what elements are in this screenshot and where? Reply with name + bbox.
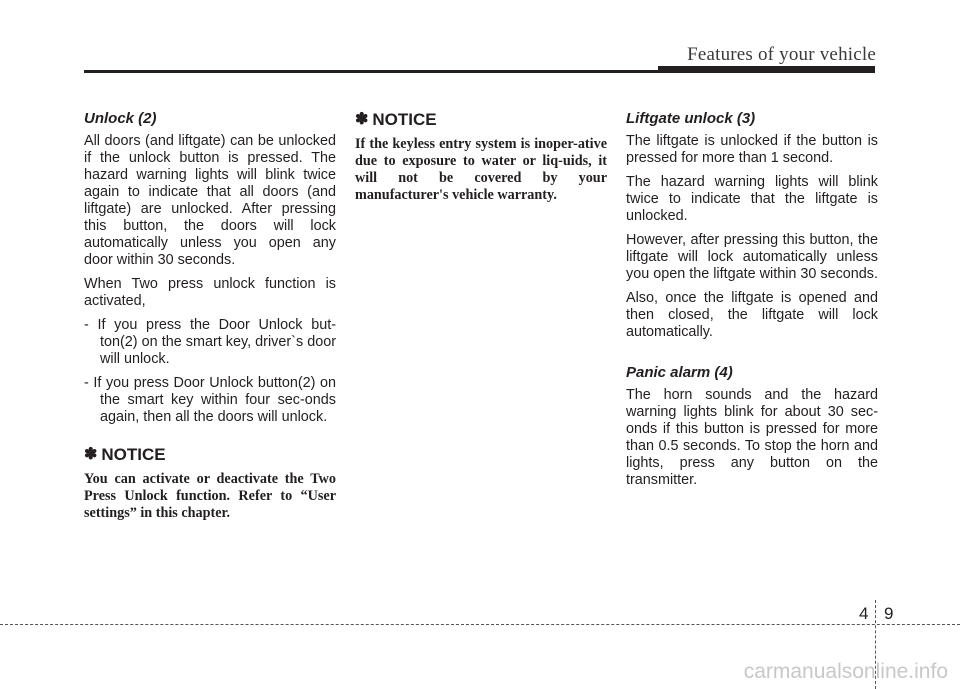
header-rule-accent xyxy=(658,66,875,73)
panic-alarm-para: The horn sounds and the hazard warning lights blink for about 30 sec-onds if this button is pressed for more than 0.5 seconds. To stop the horn and lights, press any button on the transmitter. xyxy=(626,387,878,488)
notice-heading xyxy=(84,445,336,465)
page-number: 9 xyxy=(884,604,894,623)
liftgate-unlock-heading: Liftgate unlock (3) xyxy=(626,110,756,127)
two-press-bullet-1: - If you press the Door Unlock but-ton(2) on the smart key, driver`s door will unlock. xyxy=(84,317,336,367)
unlock-heading: Unlock (2) xyxy=(84,110,157,127)
column-left xyxy=(84,110,336,522)
column-middle xyxy=(355,110,607,204)
notice-asterisk-icon: ✽ xyxy=(84,446,98,463)
liftgate-para-4: Also, once the liftgate is opened and then closed, the liftgate will lock automatically. xyxy=(626,290,878,340)
liftgate-para-1: The liftgate is unlocked if the button is pressed for more than 1 second. xyxy=(626,133,878,166)
notice-body: If the keyless entry system is inoper-ative due to exposure to water or liq-uids, it will not be covered by your manufacturer's vehicle warranty. xyxy=(355,136,607,203)
panic-alarm-heading: Panic alarm (4) xyxy=(626,364,733,381)
unlock-description: All doors (and liftgate) can be unlocked if the unlock button is pressed. The hazard warning lights will blink twice again to indicate that all doors (and liftgate) are unlocked. After pressing this button, the doors will lock automatically unless you open any door within 30 seconds. xyxy=(84,133,336,268)
liftgate-para-2: The hazard warning lights will blink twice to indicate that the liftgate is unlocked. xyxy=(626,174,878,224)
notice-body: You can activate or deactivate the Two Press Unlock function. Refer to “User settings” in this chapter. xyxy=(84,471,336,521)
column-right xyxy=(626,110,878,496)
notice-title-text: NOTICE xyxy=(101,445,166,464)
header-title: Features of your vehicle xyxy=(687,44,876,65)
section-number: 4 xyxy=(859,604,869,623)
liftgate-para-3: However, after pressing this button, the liftgate will lock automatically unless you open the liftgate within 30 seconds. xyxy=(626,232,879,282)
notice-asterisk-icon: ✽ xyxy=(355,111,369,128)
watermark: carmanualsonline.info xyxy=(743,660,948,683)
footer-rule xyxy=(0,624,960,625)
notice-heading xyxy=(355,110,607,130)
notice-title-text: NOTICE xyxy=(372,110,437,129)
two-press-bullet-2: - If you press Door Unlock button(2) on the smart key within four sec-onds again, then all the doors will unlock. xyxy=(84,375,336,425)
two-press-intro: When Two press unlock function is activated, xyxy=(84,276,336,309)
